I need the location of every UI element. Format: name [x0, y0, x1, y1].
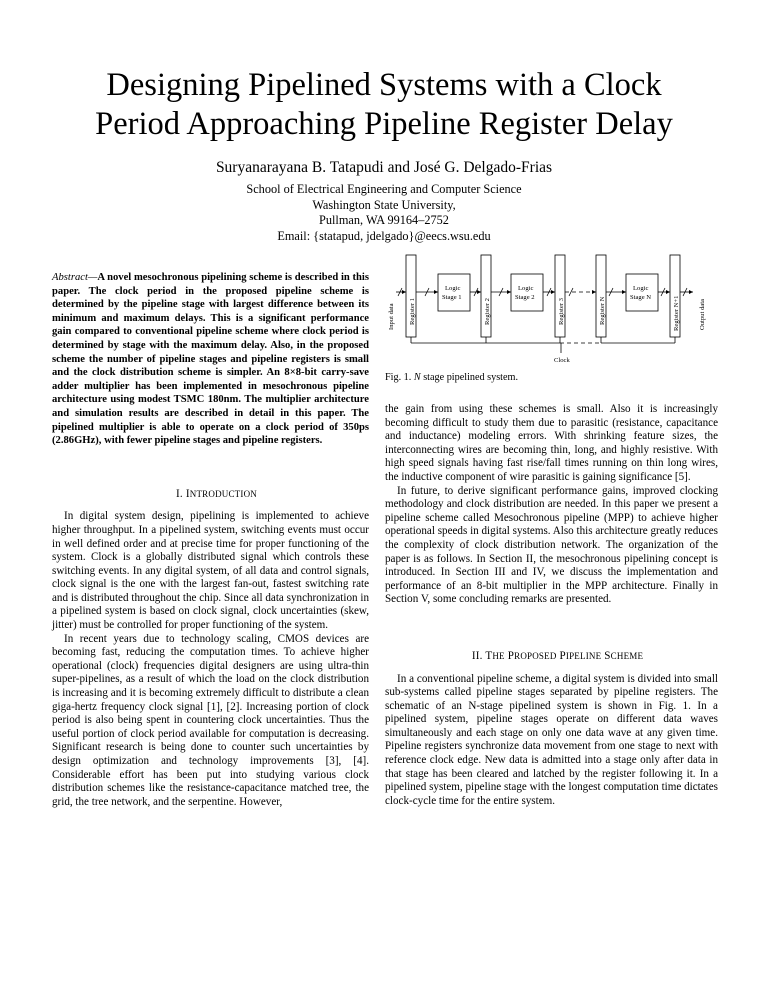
heading-rest: NTRODUCTION	[189, 488, 257, 499]
email-line: Email: {statapud, jdelgado}@eecs.wsu.edu	[277, 228, 491, 243]
abstract-lead: Abstract—	[52, 272, 98, 283]
logic-stage-2-box	[511, 274, 543, 311]
title-line-1: Designing Pipelined Systems with a Clock	[106, 67, 662, 103]
affiliation	[0, 182, 768, 244]
heading-rest: ROPOSED	[514, 650, 557, 661]
affiliation-line: Washington State University,	[312, 197, 456, 212]
logic-stage-1-line2: Stage 1	[442, 294, 462, 301]
section-number: I.	[176, 487, 183, 500]
abstract-text: A novel mesochronous pipelining scheme is described in this paper. The clock period in the proposed pipeline scheme is determined by the pipeline stage with largest difference between its minimum and maximum delays. This is a significant performance gain compared to conventional pipeline scheme where clock period is determined by stage with the maximum delay. Also, in the proposed scheme the number of pipeline stages and pipeline registers is small and the clock distribution scheme is simpler. An 8×8-bit carry-save adder multiplier has been implemented in mesochronous pipeline architecture using modest TSMC 180nm. The multiplier architecture and simulation results are described in detail in this paper. The pipelined multiplier is able to operate on a clock period of 350ps (2.86GHz), with fewer pipeline stages and pipeline registers.	[52, 272, 369, 447]
paper-title	[40, 66, 728, 144]
authors: Suryanarayana B. Tatapudi and José G. Delgado-Frias	[215, 159, 553, 176]
caption-prefix: Fig. 1.	[385, 372, 412, 383]
logic-stage-1-box	[438, 274, 470, 311]
left-column	[52, 271, 369, 809]
input-data-label: Input data	[388, 303, 395, 330]
heading-initial: P	[507, 649, 515, 662]
logic-stage-n-box	[626, 274, 658, 311]
section2-paragraph-1: In a conventional pipeline scheme, a digital system is divided into small sub-systems called pipeline stages separated by pipeline registers. The schematic of an N-stage pipelined system is shown in Fig. 1. In a pipelined system, pipeline stages operate on different data waves simultaneously and each stage on only one data wave at any given time. Pipeline registers synchronize data movement from one stage to next with reference clock edge. New data is admitted into a stage only after data in that stage has been cleared and latched by the register following it. In a pipelined system, pipeline stage with the longest computation time dictates clock-cycle time for the entire system.	[385, 672, 718, 807]
affiliation-line: School of Electrical Engineering and Computer Science	[246, 182, 522, 196]
heading-initial: I	[185, 487, 190, 500]
title-line-2: Period Approaching Pipeline Register Delay	[95, 106, 673, 142]
caption-var: N	[413, 372, 421, 383]
clock-label: Clock	[554, 357, 570, 364]
output-data-label: Output data	[699, 299, 706, 330]
register-2-label: Register 2	[484, 298, 491, 325]
figure-caption	[385, 372, 518, 383]
section-number: II.	[471, 649, 483, 662]
logic-stage-2-line1: Logic	[518, 285, 534, 292]
heading-rest: IPELINE	[565, 650, 602, 661]
intro-paragraph-1: In digital system design, pipelining is implemented to achieve higher throughput. In a pipelined system, switching events must occur in well defined order and at precise time for proper functioning of the system. Clock is a globally distributed signal which controls these switching events. In any digital system, of all data and control signals, clock signal is the one with the largest fan-out, fastest switching rate and is distributed throughout the chip. Since all data synchronization in a pipelined system is based on clock signal, clock uncertainties (skew, jitter) must be controlled for proper functioning of the system.	[52, 510, 369, 632]
register-1-label: Register 1	[409, 298, 416, 325]
register-3-label: Register 3	[558, 298, 565, 325]
heading-initial: S	[604, 649, 611, 662]
intro-paragraph-3: the gain from using these schemes is small. Also it is increasingly becoming difficult to study them due to parasitic (resistance, capacitance and inductance) modeling errors. With shrinking feature sizes, the interconnecting wires are becoming thin, long, and highly resistive. With high speed signals having fast rise/fall times running on thin long wires, the inductive component of wire parasitic is gaining significance [5].	[385, 403, 718, 483]
logic-stage-1-line1: Logic	[445, 285, 461, 292]
intro-paragraph-4: In future, to derive significant performance gains, improved clocking methodology and clock distribution are needed. In this paper we present a pipeline scheme called Mesochronous pipeline (MPP) to achieve higher operational speeds in digital systems. Also this architecture greatly reduces the complexity of clock distribution network. The organization of the paper is as follows. In Section II, the mesochronous pipelining concept is introduced. In Section III and IV, we discuss the implementation and performance of an 8-bit multiplier in the MPP architecture. Finally in Section V, some concluding remarks are presented.	[385, 484, 718, 606]
right-column	[385, 403, 718, 808]
logic-stage-n-line2: Stage N	[630, 294, 652, 301]
section-heading-introduction	[52, 488, 369, 502]
section-heading-proposed-scheme	[385, 650, 718, 664]
heading-rest: CHEME	[610, 650, 644, 661]
heading-rest: HE	[492, 650, 505, 661]
register-n-label: Register N	[599, 296, 606, 325]
logic-stage-2-line2: Stage 2	[515, 294, 535, 301]
heading-initial: T	[485, 649, 493, 662]
heading-initial: P	[559, 649, 566, 662]
logic-stage-n-line1: Logic	[633, 285, 649, 292]
register-n1-label: Register N+1	[673, 295, 680, 331]
caption-text: stage pipelined system.	[420, 372, 519, 383]
intro-paragraph-2: In recent years due to technology scaling, CMOS devices are becoming fast, reducing the computation times. To achieve higher operational (clock) frequencies digital designers are using ultra-thin super-pipelines, as a result of which the load on the clock distribution is increasing and it is becoming extremely difficult to distribute a clean giga-hertz frequency clock signal [1], [2]. Increasing portion of clock period is also being spent in countering clock uncertainties. Thus the useful portion of clock period available for computation is decreasing. Significant research is being done to counter such uncertainties by design optimization and technology improvements [3], [4]. Considerable effort has been put into studying various clock distribution schemes like the resistance-capacitance matched tree, the grid, the tree network, and the serpentine. However,	[52, 632, 369, 808]
affiliation-line: Pullman, WA 99164–2752	[319, 213, 449, 228]
abstract	[52, 271, 369, 448]
pipeline-figure	[383, 252, 723, 370]
